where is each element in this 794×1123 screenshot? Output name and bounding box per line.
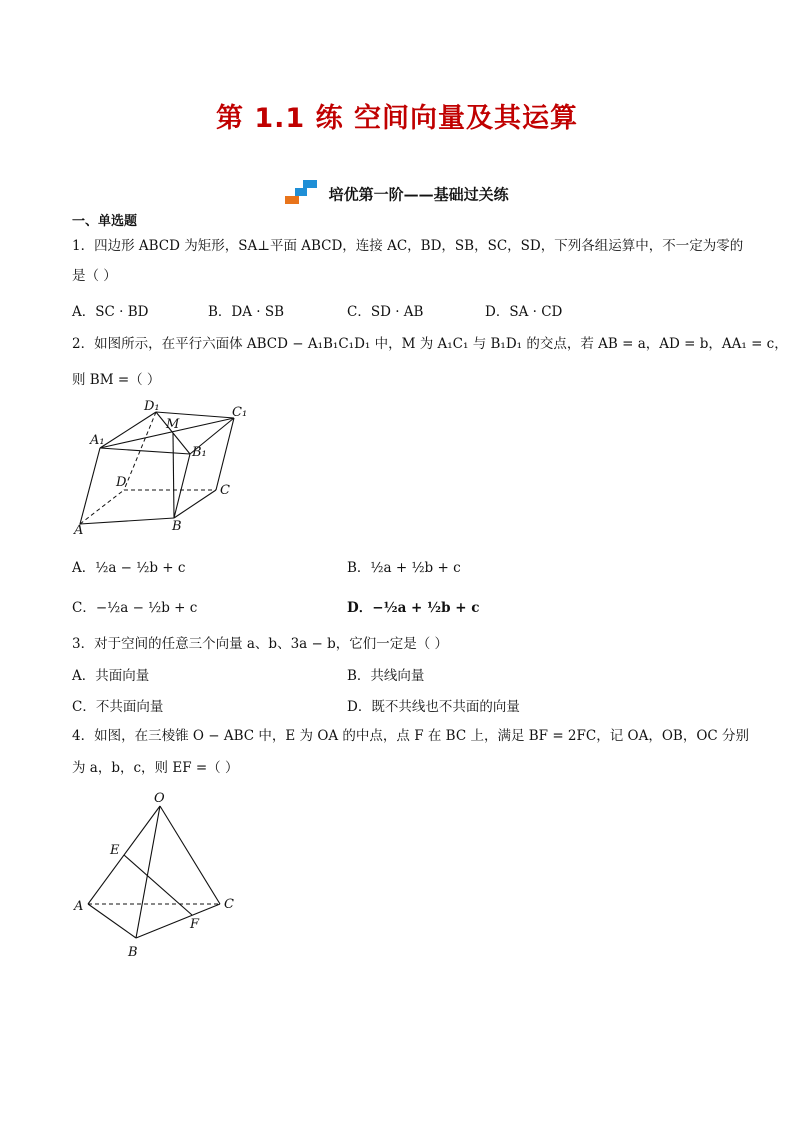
label-d: D <box>116 475 127 490</box>
label-a-tet: A <box>74 899 84 914</box>
q3-option-d: D．既不共线也不共面的向量 <box>347 699 520 715</box>
q1-option-b: B．DA · SB <box>208 304 285 320</box>
q1-line1: 1．四边形 ABCD 为矩形，SA⊥平面 ABCD，连接 AC，BD，SB，SC，SD，下列各组运算中，不一定为零的 <box>72 238 744 254</box>
q2-option-b: B．½a + ½b + c <box>347 560 461 576</box>
label-d1: D₁ <box>144 400 160 414</box>
q3-option-b: B．共线向量 <box>347 668 425 684</box>
q3-option-a: A．共面向量 <box>72 668 150 684</box>
label-a: A <box>74 523 84 538</box>
section-label: 一、单选题 <box>72 214 138 229</box>
subheading <box>0 180 794 210</box>
q3-line1: 3．对于空间的任意三个向量 a、b、3a − b，它们一定是（ ） <box>72 636 449 652</box>
q2-line1: 2．如图所示，在平行六面体 ABCD − A₁B₁C₁D₁ 中，M 为 A₁C₁ 与 B₁D₁ 的交点，若 AB = a，AD = b，AA₁ = c， <box>72 336 788 352</box>
subheading-text: 培优第一阶——基础过关练 <box>328 185 509 204</box>
label-o: O <box>154 791 165 806</box>
label-f: F <box>190 917 200 932</box>
q4-line1: 4．如图，在三棱锥 O − ABC 中，E 为 OA 的中点，点 F 在 BC 上，满足 BF = 2FC，记 OA，OB，OC 分别 <box>72 728 750 744</box>
q1-option-a: A．SC · BD <box>72 304 149 320</box>
tetrahedron-figure <box>70 786 250 966</box>
parallelepiped-figure <box>70 400 260 540</box>
q2-option-d: D．−½a + ½b + c <box>347 600 480 616</box>
label-b1: B₁ <box>192 445 207 460</box>
q1-option-c: C．SD · AB <box>347 304 424 320</box>
label-e: E <box>110 843 120 858</box>
q2-option-a: A．½a − ½b + c <box>72 560 186 576</box>
q2-option-c: C．−½a − ½b + c <box>72 600 198 616</box>
label-b-tet: B <box>128 945 138 960</box>
label-m: M <box>166 417 180 432</box>
label-c1: C₁ <box>232 405 248 420</box>
q2-line2: 则 BM =（ ） <box>72 372 161 388</box>
steps-icon <box>285 180 319 210</box>
label-a1: A₁ <box>90 433 105 448</box>
label-b: B <box>172 519 182 534</box>
page-title: 第 1.1 练 空间向量及其运算 <box>215 103 579 134</box>
q4-line2: 为 a，b，c，则 EF =（ ） <box>72 760 239 776</box>
label-c: C <box>220 483 230 498</box>
label-c-tet: C <box>224 897 234 912</box>
q1-option-d: D．SA · CD <box>485 304 563 320</box>
q3-option-c: C．不共面向量 <box>72 699 164 715</box>
q1-line2: 是（ ） <box>72 268 117 284</box>
